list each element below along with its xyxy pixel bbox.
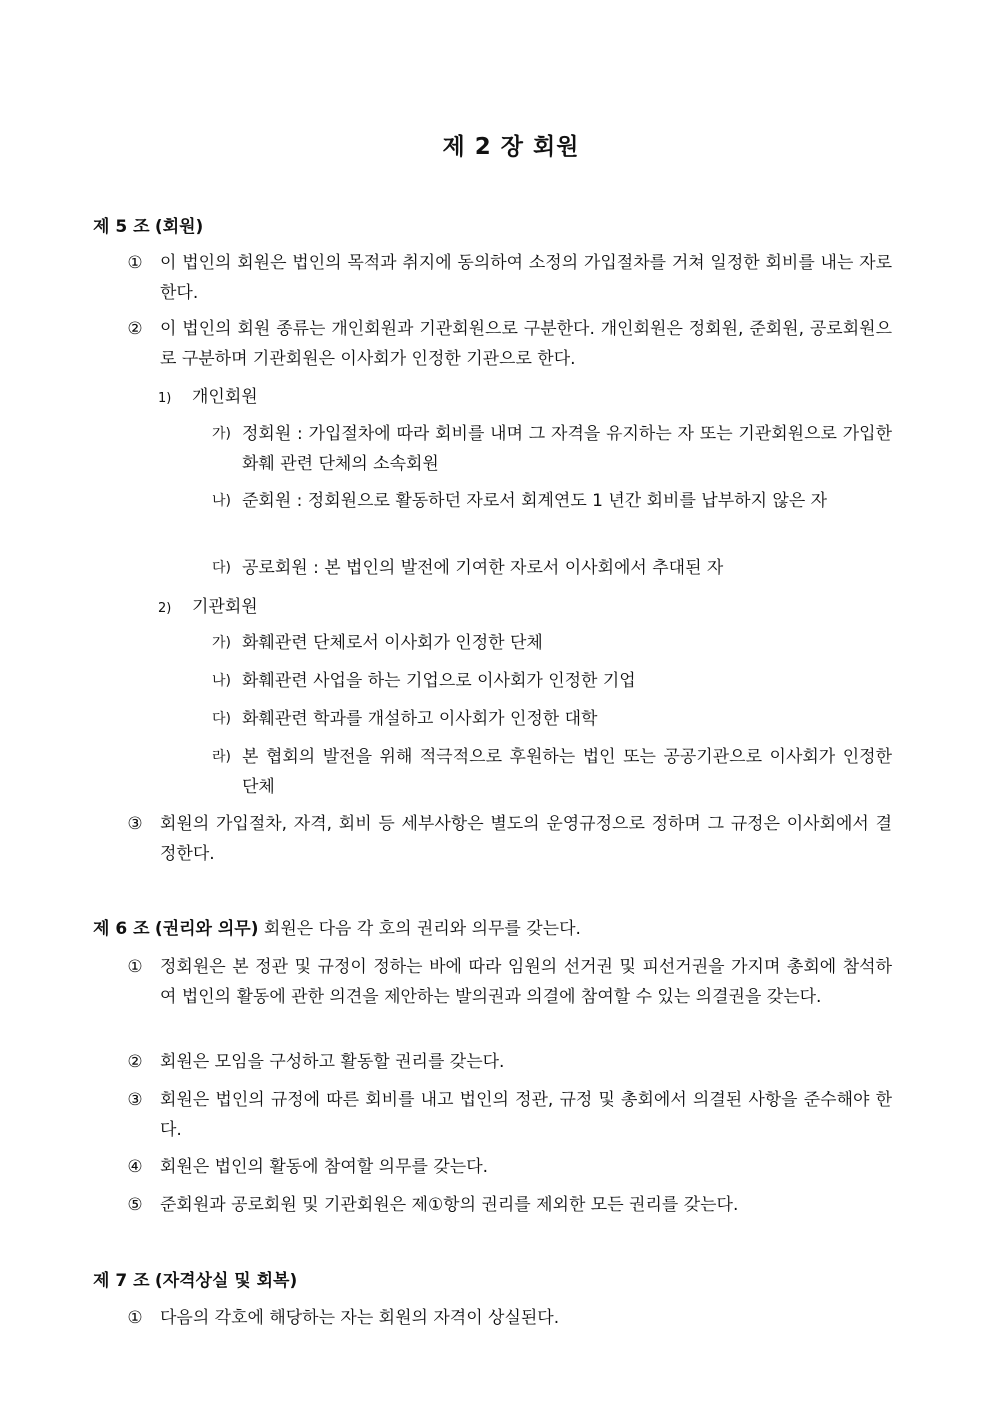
item-text: 공로회원 : 본 법인의 발전에 기여한 자로서 이사회에서 추대된 자 (242, 558, 724, 578)
item-text: 본 협회의 발전을 위해 적극적으로 후원하는 법인 또는 공공기관으로 이사회가 인정한 단체 (242, 747, 892, 797)
para-mark: ① (127, 1308, 143, 1328)
article-6-para-5 (124, 1190, 892, 1220)
article-7-title: (자격상실 및 회복) (154, 1271, 298, 1291)
para-text: 정회원은 본 정관 및 규정이 정하는 바에 따라 임원의 선거권 및 피선거권을 가지며 총회에 참석하여 법인의 활동에 관한 의견을 제안하는 발의권과 의결에 참여할 수 있는 의결권을 갖는다. (160, 957, 892, 1007)
para-mark: ⑤ (127, 1195, 143, 1215)
individual-item-3 (212, 553, 892, 583)
chapter-title: 제 2 장 회원 (442, 134, 580, 160)
item-text: 화훼관련 단체로서 이사회가 인정한 단체 (242, 633, 543, 653)
article-5-para-2 (124, 314, 892, 374)
item-mark: 나) (212, 493, 231, 509)
article-5-para-3 (124, 809, 892, 869)
para-text: 회원은 모임을 구성하고 활동할 권리를 갖는다. (160, 1052, 505, 1072)
subsection-label: 기관회원 (192, 597, 258, 617)
item-text: 화훼관련 사업을 하는 기업으로 이사회가 인정한 기업 (242, 671, 636, 691)
item-text: 화훼관련 학과를 개설하고 이사회가 인정한 대학 (242, 709, 598, 729)
article-6-para-3 (124, 1085, 892, 1145)
para-text: 회원의 가입절차, 자격, 회비 등 세부사항은 별도의 운영규정으로 정하며 그 규정은 이사회에서 결정한다. (160, 814, 892, 864)
item-mark: 가) (212, 426, 231, 442)
subsection-institutional (158, 596, 258, 620)
para-mark: ③ (127, 1090, 143, 1110)
article-5-title: (회원) (154, 217, 204, 237)
article-5-para-1 (124, 248, 892, 308)
para-mark: ② (127, 319, 143, 339)
para-text: 회원은 법인의 규정에 따른 회비를 내고 법인의 정관, 규정 및 총회에서 의결된 사항을 준수해야 한다. (160, 1090, 892, 1140)
article-7-number: 제 7 조 (93, 1271, 150, 1291)
institutional-item-1 (212, 628, 892, 658)
para-mark: ③ (127, 814, 143, 834)
article-7-para-1 (124, 1303, 892, 1333)
subsection-number: 1) (158, 391, 172, 406)
individual-item-1 (212, 419, 892, 479)
item-mark: 라) (212, 749, 231, 765)
para-text: 이 법인의 회원은 법인의 목적과 취지에 동의하여 소정의 가입절차를 거쳐 일정한 회비를 내는 자로 한다. (160, 253, 892, 303)
article-5-number: 제 5 조 (93, 217, 150, 237)
subsection-individual (158, 386, 258, 410)
individual-item-2 (212, 486, 892, 516)
para-mark: ① (127, 253, 143, 273)
para-mark: ① (127, 957, 143, 977)
institutional-item-2 (212, 666, 892, 696)
article-6-intro: 회원은 다음 각 호의 권리와 의무를 갖는다. (263, 919, 581, 939)
subsection-label: 개인회원 (192, 387, 258, 407)
para-text: 회원은 법인의 활동에 참여할 의무를 갖는다. (160, 1157, 489, 1177)
article-6-title: (권리와 의무) (154, 919, 259, 939)
para-mark: ② (127, 1052, 143, 1072)
article-6-para-2 (124, 1047, 892, 1077)
article-6-number: 제 6 조 (93, 919, 150, 939)
para-text: 다음의 각호에 해당하는 자는 회원의 자격이 상실된다. (160, 1308, 560, 1328)
institutional-item-3 (212, 704, 892, 734)
item-mark: 가) (212, 635, 231, 651)
institutional-item-4 (212, 742, 892, 802)
article-7-heading (93, 1270, 297, 1292)
item-text: 정회원 : 가입절차에 따라 회비를 내며 그 자격을 유지하는 자 또는 기관회원으로 가입한 화훼 관련 단체의 소속회원 (242, 424, 892, 474)
article-5-heading (93, 216, 203, 238)
para-text: 준회원과 공로회원 및 기관회원은 제①항의 권리를 제외한 모든 권리를 갖는다. (160, 1195, 739, 1215)
item-mark: 다) (212, 711, 231, 727)
item-mark: 나) (212, 673, 231, 689)
article-6-para-4 (124, 1152, 892, 1182)
item-mark: 다) (212, 560, 231, 576)
article-6-heading (93, 918, 581, 940)
para-mark: ④ (127, 1157, 143, 1177)
para-text: 이 법인의 회원 종류는 개인회원과 기관회원으로 구분한다. 개인회원은 정회원, 준회원, 공로회원으로 구분하며 기관회원은 이사회가 인정한 기관으로 한다. (160, 319, 892, 369)
subsection-number: 2) (158, 601, 172, 616)
item-text: 준회원 : 정회원으로 활동하던 자로서 회계연도 1 년간 회비를 납부하지 않은 자 (242, 491, 828, 511)
article-6-para-1 (124, 952, 892, 1012)
